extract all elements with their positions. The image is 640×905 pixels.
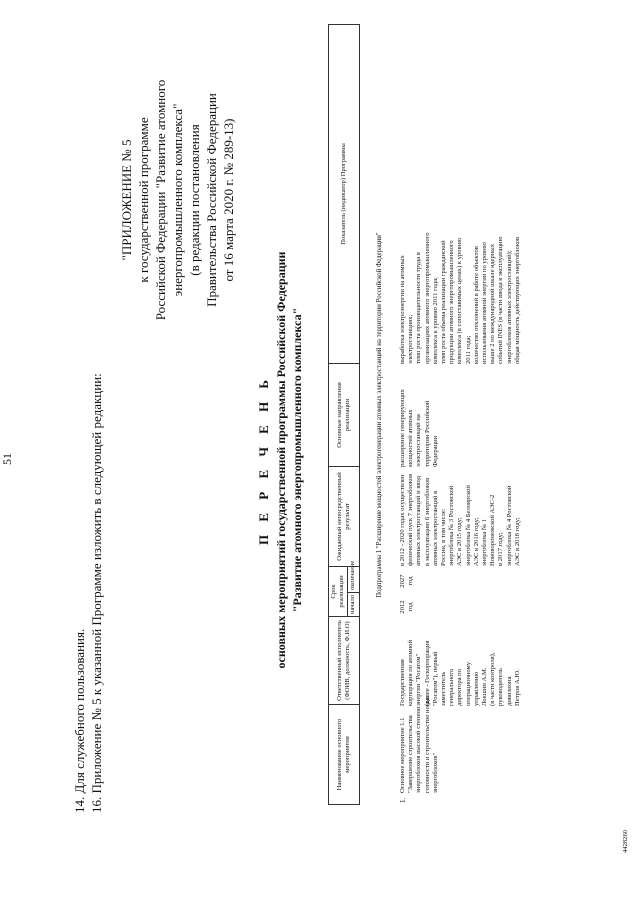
measure-line: энергоблоков высокой степени [415, 706, 423, 793]
executor-line: корпорация по атомной [407, 640, 415, 706]
header-result: Ожидаемый непосредственный результат [329, 466, 360, 566]
header-indicator: Показатель (индикатор) Программы [329, 24, 360, 363]
header-period: Срок реализации [329, 566, 348, 616]
executor-line: руководитель [497, 668, 505, 706]
end-year-cell: 2027 год [399, 574, 415, 588]
header-end: окончание [348, 566, 359, 592]
row-number: 1. [400, 797, 407, 803]
indicator-line: событий INES (в части ввода в эксплуатацию [497, 236, 505, 364]
result-line: АЭС в 2018 году; [513, 517, 521, 566]
result-line: атомных электростанций и ввод [415, 476, 423, 566]
appendix-line: (в редакции постановления [187, 124, 202, 276]
directions-line: Федерации [431, 435, 439, 467]
start-year-cell: 2012 год [399, 600, 415, 614]
document-subtitle: основных мероприятий государственной программы Российской Федерации [274, 251, 288, 669]
measure-line: энергоблоков" [431, 752, 439, 793]
result-line: АЭС в 2016 году; [472, 517, 480, 566]
indicator-line: темп роста объема реализации гражданской [440, 240, 448, 364]
intro-line-1: 14. Для служебного пользования. [72, 628, 87, 813]
result-line: в 2012 - 2020 годах осуществлен [399, 474, 406, 566]
header-start: начало [348, 593, 359, 617]
executor-line: генерального [448, 668, 456, 706]
executor-line: энергии "Росатом" [415, 653, 423, 706]
document-title: П Е Р Е Ч Е Н Ь [256, 374, 271, 546]
result-line: атомных электростанций в [431, 490, 439, 566]
directions-line: мощностей атомных [407, 409, 415, 467]
directions-line: электростанций на [415, 414, 423, 467]
indicator-line: комплекса к уровню 2011 года; [431, 277, 439, 364]
appendix-line: энергопромышленного комплекса" [170, 103, 185, 297]
measures-table [328, 24, 360, 805]
subprogram-title: Подпрограмма 1 "Расширение мощностей электрогенерации атомных электростанций на территории Российской Федерации" [376, 232, 383, 598]
executor-line: Государственная [399, 659, 406, 706]
appendix-line: Правительства Российской Федерации [204, 93, 219, 307]
result-cell [399, 470, 522, 566]
intro-line-2: 16. Приложение № 5 к указанной Программе изложить в следующей редакции: [89, 373, 104, 813]
executor-line: директора по [456, 668, 464, 706]
indicator-line: продукции атомного энергопромышленного [448, 240, 456, 364]
executor-line: Локшин А.М. [481, 667, 489, 706]
indicator-line: электростанциях; [407, 314, 415, 364]
page-number: 51 [0, 453, 14, 465]
indicator-line: количество отклонений в работе объектов [472, 246, 480, 364]
measure-line: Основное мероприятие 1.1 [399, 717, 406, 793]
executor-line: (далее - Госкорпорация [423, 640, 431, 706]
result-line: в эксплуатацию 6 энергоблоков [423, 477, 431, 566]
indicator-line: энергоблоков атомных электростанций); [505, 250, 513, 364]
indicator-line: общая мощность действующих энергоблоков [513, 236, 521, 364]
executor-line: дивизиона [505, 676, 513, 706]
result-line: физический пуск 7 энергоблоков [407, 473, 415, 566]
indicator-line: выше 2 по международной шкале ядерных [489, 243, 497, 364]
document-id: 4428260 [622, 829, 629, 853]
executor-line: операционному [464, 661, 472, 706]
measure-line: "Завершение строительства [407, 715, 415, 793]
executor-line: Петров А.Ю. [513, 669, 521, 706]
header-executor: Ответственный исполнитель (ФОИВ, должность, Ф.И.О) [329, 617, 360, 705]
appendix-line: Российской Федерации "Развитие атомного [153, 79, 168, 321]
appendix-line: к государственной программе [136, 117, 151, 283]
measure-cell [399, 695, 440, 793]
directions-line: расширение генерирующих [399, 389, 406, 467]
program-name: "Развитие атомного энергопромышленного комплекса" [290, 307, 304, 613]
indicator-line: организациях атомного энергопромышленного [423, 232, 431, 364]
indicator-line: использования атомной энергии по уровню [481, 242, 489, 364]
executor-line: заместитель [440, 671, 448, 706]
appendix-line: от 16 марта 2020 г. № 289-13) [221, 118, 236, 282]
measure-line: готовности и строительство новых [423, 695, 431, 793]
result-line: в 2017 году; [497, 532, 505, 566]
executor-line: "Росатом"), первый [431, 651, 439, 706]
executor-cell [399, 618, 522, 706]
result-line: энергоблока № 1 [481, 518, 489, 566]
executor-line: управлению [472, 671, 480, 706]
indicator-cell [399, 154, 522, 364]
directions-line: территории Российской [423, 400, 431, 467]
indicator-line: комплекса (в сопоставимых ценах) к уровню [456, 237, 464, 364]
header-directions: Основные направления реализации [329, 363, 360, 466]
result-line: АЭС в 2015 году; [456, 517, 464, 566]
result-line: Нововоронежской АЭС-2 [489, 494, 497, 566]
directions-cell [399, 367, 440, 467]
executor-line: (в части контроля), [489, 652, 497, 706]
appendix-header [118, 55, 237, 345]
appendix-line: "ПРИЛОЖЕНИЕ № 5 [119, 139, 134, 261]
indicator-line: 2011 года; [464, 335, 472, 364]
result-line: энергоблока № 4 Белоярской [464, 485, 472, 566]
result-line: энергоблока № 4 Ростовской [505, 485, 513, 566]
result-line: России, в том числе: [440, 508, 448, 566]
indicator-line: темп роста производительности труда в [415, 252, 423, 364]
indicator-line: выработка электроэнергии на атомных [399, 255, 406, 364]
result-line: энергоблока № 3 Ростовской [448, 485, 456, 566]
header-measure: Наименование основного мероприятия [329, 705, 360, 805]
